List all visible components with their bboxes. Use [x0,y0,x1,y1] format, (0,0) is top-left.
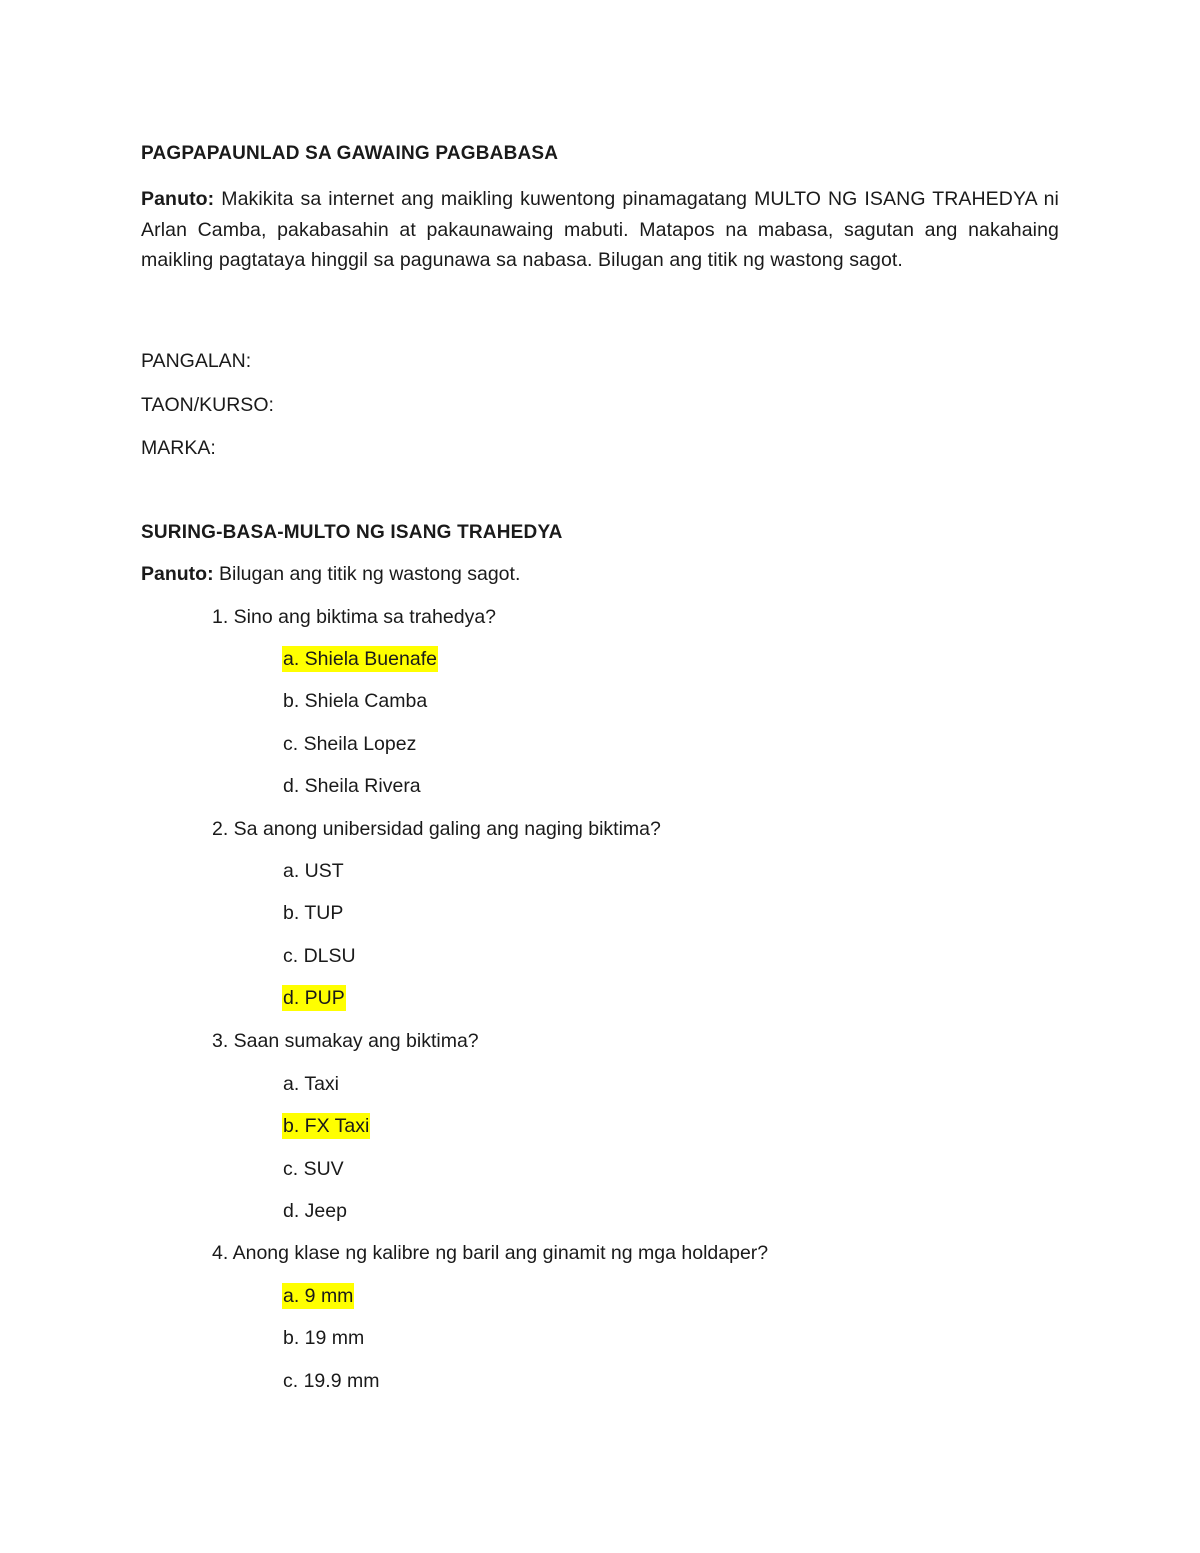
question-3-option-a[interactable]: a. Taxi [283,1073,340,1095]
question-3: 3. Saan sumakay ang biktima? [212,1030,479,1052]
section-instruction-label: Panuto: [141,563,214,585]
section-instruction [141,563,520,586]
instruction-paragraph [141,184,1059,276]
instruction-text: Makikita sa internet ang maikling kuwentong pinamagatang MULTO NG ISANG TRAHEDYA ni Arlan Camba, pakabasahin at pakaunawaing mabuti. Matapos na mabasa, sagutan ang nakahaing maikling pagtataya hinggil sa pagunawa sa nabasa. Bilugan ang titik ng wastong sagot. [141,188,1059,271]
question-1-option-b[interactable]: b. Shiela Camba [283,690,428,712]
question-1-option-a[interactable]: a. Shiela Buenafe [283,648,437,670]
name-field-label: PANGALAN: [141,350,252,372]
question-2-option-d[interactable]: d. PUP [283,987,345,1009]
question-2: 2. Sa anong unibersidad galing ang naging biktima? [212,818,661,840]
question-3-option-c[interactable]: c. SUV [283,1158,344,1180]
question-3-option-b[interactable]: b. FX Taxi [283,1115,370,1137]
question-4-option-b[interactable]: b. 19 mm [283,1327,365,1349]
question-1: 1. Sino ang biktima sa trahedya? [212,606,497,628]
document-title: PAGPAPAUNLAD SA GAWAING PAGBABASA [141,143,559,164]
question-2-option-c[interactable]: c. DLSU [283,945,356,967]
instruction-label: Panuto: [141,188,215,210]
question-1-option-d[interactable]: d. Sheila Rivera [283,775,421,797]
question-2-option-a[interactable]: a. UST [283,860,344,882]
grade-field-label: MARKA: [141,437,216,459]
section-instruction-text: Bilugan ang titik ng wastong sagot. [213,563,521,585]
question-1-option-c[interactable]: c. Sheila Lopez [283,733,417,755]
question-4-option-c[interactable]: c. 19.9 mm [283,1370,380,1392]
question-2-option-b[interactable]: b. TUP [283,902,344,924]
year-course-field-label: TAON/KURSO: [141,394,274,416]
document-page [141,0,1059,1553]
question-3-option-d[interactable]: d. Jeep [283,1200,347,1222]
question-4-option-a[interactable]: a. 9 mm [283,1285,354,1307]
section-title: SURING-BASA-MULTO NG ISANG TRAHEDYA [141,522,563,543]
question-4: 4. Anong klase ng kalibre ng baril ang ginamit ng mga holdaper? [212,1242,769,1264]
